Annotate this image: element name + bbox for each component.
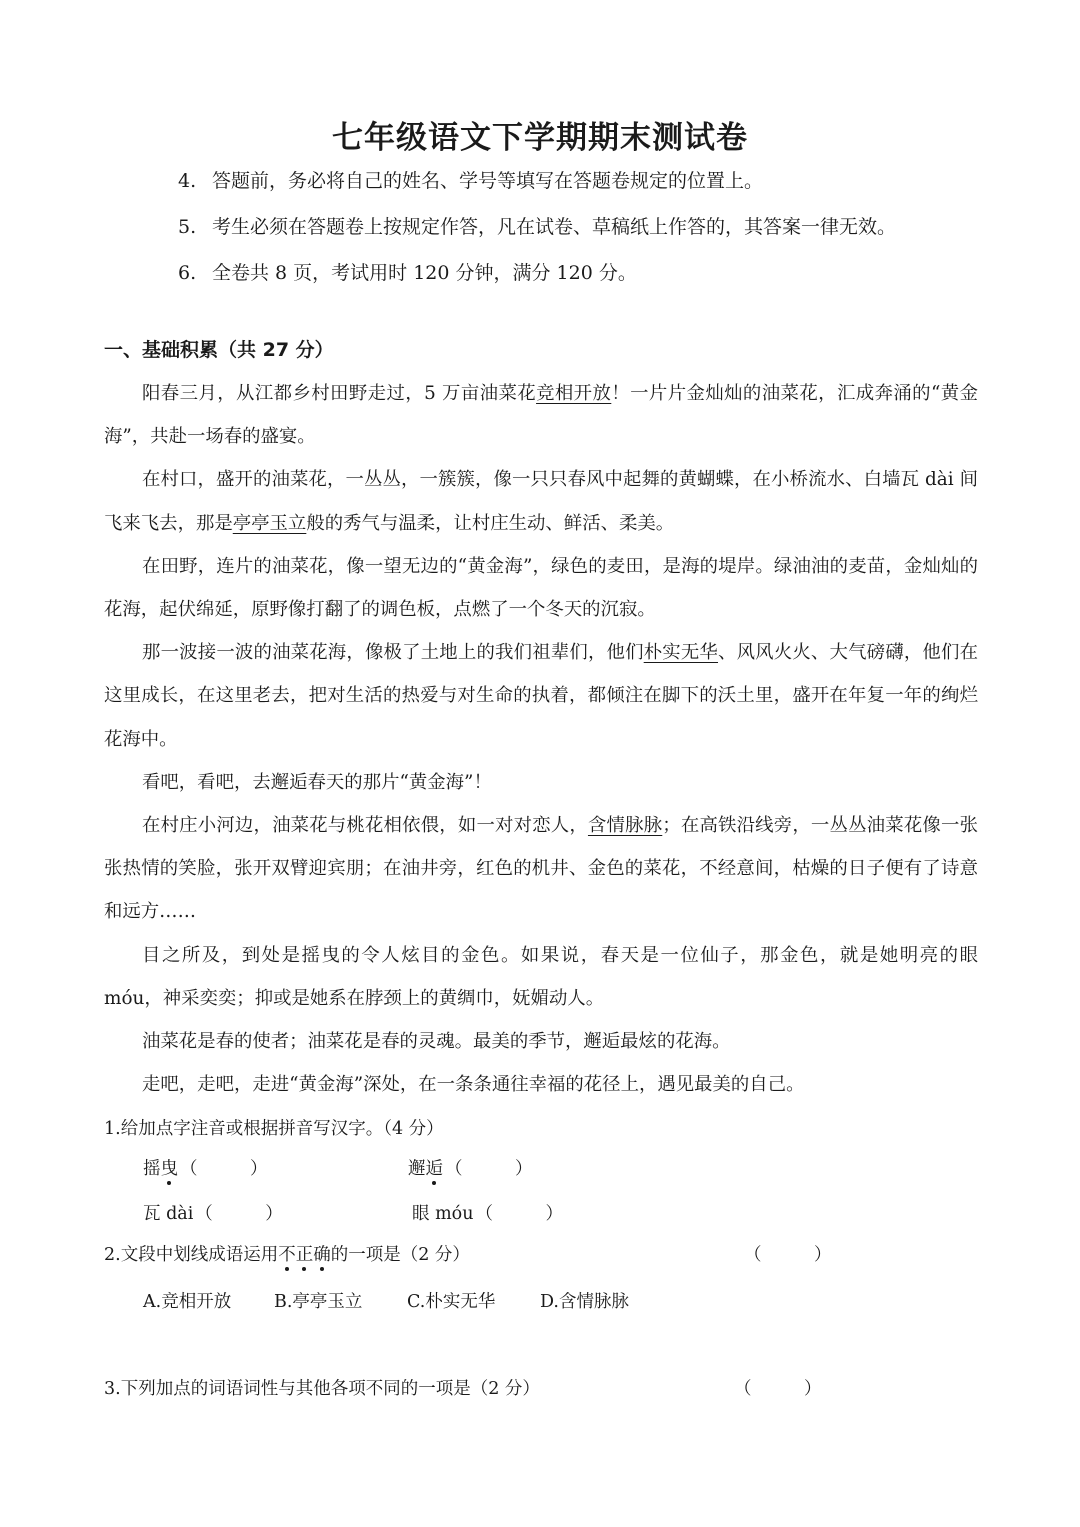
passage-paragraph: 走吧，走吧，走进“黄金海”深处，在一条条通往幸福的花径上，遇见最美的自己。 bbox=[142, 1074, 805, 1096]
emphasis-dot-char: 正 bbox=[295, 1245, 314, 1265]
underlined-idiom: 竞相开放 bbox=[536, 383, 612, 404]
underlined-idiom: 朴实无华 bbox=[643, 642, 719, 664]
emphasis-dot-char: 确 bbox=[313, 1245, 331, 1265]
passage-paragraph: 在田野，连片的油菜花，像一望无边的“黄金海”，绿色的麦田，是海的堤岸。绿油油的麦苗，金灿灿的花海，起伏绵延，原野像打翻了的调色板，点燃了一个冬天的沉寂。 bbox=[104, 555, 978, 621]
note-text: 全卷共 8 页，考试用时 120 分钟，满分 120 分。 bbox=[212, 262, 637, 284]
instruction-note bbox=[178, 166, 763, 193]
emphasis-dot-char: 逅 bbox=[425, 1159, 443, 1179]
q1-item: 摇曳 （ ） bbox=[143, 1155, 268, 1180]
page-title: 七年级语文下学期期末测试卷 bbox=[332, 120, 748, 156]
q3-answer-blank[interactable]: （ ） bbox=[734, 1379, 822, 1399]
section-title: 一、基础积累（共 27 分） bbox=[104, 339, 334, 361]
q2-option[interactable]: A.竞相开放 bbox=[143, 1292, 232, 1312]
question-2-stem: 2.文段中划线成语运用不正确的一项是（2 分） bbox=[104, 1245, 470, 1265]
passage-paragraph: 看吧，看吧，去邂逅春天的那片“黄金海”！ bbox=[142, 771, 492, 793]
passage-paragraph: 目之所及，到处是摇曳的令人炫目的金色。如果说，春天是一位仙子，那金色，就是她明亮的眼 móu，神采奕奕；抑或是她系在脖颈上的黄绸巾，妩媚动人。 bbox=[104, 944, 978, 1009]
instruction-note bbox=[178, 212, 896, 239]
reading-passage bbox=[104, 372, 978, 1106]
answer-blank[interactable]: （ ） bbox=[475, 1204, 563, 1224]
passage-paragraph: 油菜花是春的使者；油菜花是春的灵魂。最美的季节，邂逅最炫的花海。 bbox=[142, 1031, 731, 1053]
passage-paragraph: 那一波接一波的油菜花海，像极了土地上的我们祖辈们，他们朴实无华、风风火火、大气磅礴，他们在这里成长，在这里老去，把对生活的热爱与对生命的执着，都倾注在脚下的沃土里，盛开在年复一年的绚烂花海中。 bbox=[104, 642, 978, 750]
q1-item: 瓦 dài （ ） bbox=[143, 1200, 283, 1225]
passage-paragraph: 阳春三月，从江都乡村田野走过，5 万亩油菜花竞相开放！一片片金灿灿的油菜花，汇成奔涌的“黄金海”，共赴一场春的盛宴。 bbox=[104, 383, 978, 448]
note-text: 答题前，务必将自己的姓名、学号等填写在答题卷规定的位置上。 bbox=[212, 170, 764, 192]
q2-answer-blank[interactable]: （ ） bbox=[744, 1245, 832, 1265]
underlined-idiom: 含情脉脉 bbox=[587, 815, 663, 837]
question-3-stem: 3.下列加点的词语词性与其他各项不同的一项是（2 分） bbox=[104, 1379, 540, 1399]
answer-blank[interactable]: （ ） bbox=[445, 1159, 533, 1179]
passage-paragraph: 在村口，盛开的油菜花，一丛丛，一簇簇，像一只只春风中起舞的黄蝴蝶，在小桥流水、白墙瓦 dài 间飞来飞去，那是亭亭玉立般的秀气与温柔，让村庄生动、鲜活、柔美。 bbox=[104, 469, 978, 534]
q2-option[interactable]: B.亭亭玉立 bbox=[274, 1292, 363, 1312]
q2-option[interactable]: D.含情脉脉 bbox=[540, 1292, 629, 1312]
note-number: 5. bbox=[178, 216, 197, 238]
note-number: 4. bbox=[178, 170, 197, 192]
underlined-idiom: 亭亭玉立 bbox=[232, 512, 307, 534]
instruction-note bbox=[178, 258, 637, 285]
q2-option[interactable]: C.朴实无华 bbox=[407, 1292, 496, 1312]
passage-paragraph: 在村庄小河边，油菜花与桃花相依偎，如一对对恋人，含情脉脉；在高铁沿线旁，一丛丛油菜花像一张张热情的笑脸，张开双臂迎宾朋；在油井旁，红色的机井、金色的菜花，不经意间，枯燥的日子便有了诗意和远方…… bbox=[104, 815, 978, 923]
question-1-stem: 1.给加点字注音或根据拼音写汉字。（4 分） bbox=[104, 1119, 444, 1139]
note-number: 6. bbox=[178, 262, 197, 284]
emphasis-dot-char: 曳 bbox=[160, 1159, 178, 1179]
q1-item: 眼 móu （ ） bbox=[412, 1200, 563, 1225]
answer-blank[interactable]: （ ） bbox=[180, 1159, 268, 1179]
emphasis-dot-char: 不 bbox=[278, 1245, 296, 1265]
answer-blank[interactable]: （ ） bbox=[195, 1204, 283, 1224]
q1-item: 邂逅 （ ） bbox=[408, 1155, 533, 1180]
note-text: 考生必须在答题卷上按规定作答，凡在试卷、草稿纸上作答的，其答案一律无效。 bbox=[212, 216, 897, 238]
